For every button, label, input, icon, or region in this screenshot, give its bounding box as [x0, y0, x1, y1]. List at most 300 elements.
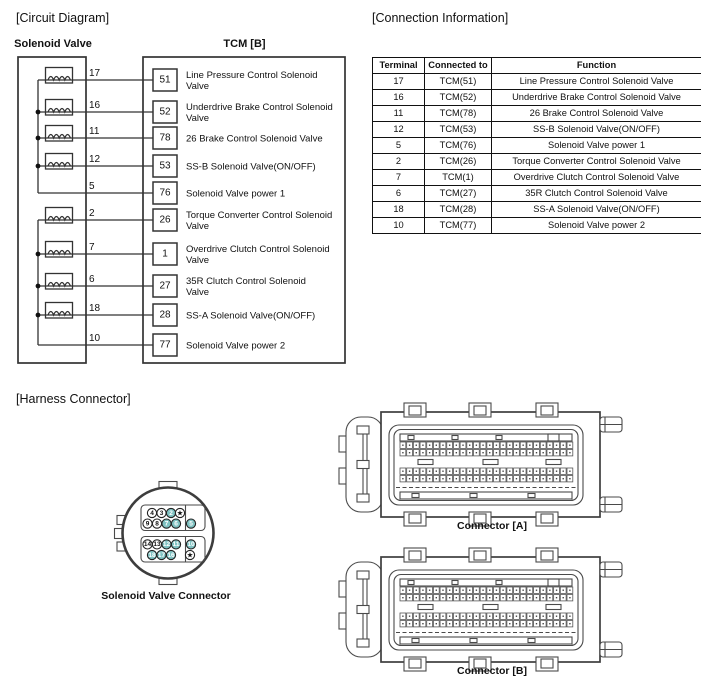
pin-dot: [549, 452, 550, 453]
pin-dot: [549, 590, 550, 591]
pin-dot: [536, 471, 537, 472]
tcm-pin-number: 77: [159, 339, 171, 351]
pin-dot: [436, 445, 437, 446]
pin-dot: [529, 590, 530, 591]
pin-dot: [516, 445, 517, 446]
pin-dot: [456, 623, 457, 624]
pin-dot: [456, 471, 457, 472]
terminal-number: 18: [89, 303, 101, 314]
pin-dot: [542, 616, 543, 617]
pin-dot: [556, 478, 557, 479]
pin-dot: [462, 478, 463, 479]
pin-dot: [529, 597, 530, 598]
pin-dot: [549, 597, 550, 598]
pin-dot: [509, 597, 510, 598]
pin-dot: [522, 623, 523, 624]
pin-dot: [429, 471, 430, 472]
pin-dot: [402, 452, 403, 453]
tcm-pin-number: 76: [159, 187, 171, 199]
table-header: [373, 58, 701, 74]
pin-dot: [422, 623, 423, 624]
function-label-line1: Overdrive Clutch Control Solenoid: [186, 244, 330, 255]
pin-dot: [556, 616, 557, 617]
pin-dot: [442, 597, 443, 598]
tcm-pin-number: 53: [159, 160, 171, 172]
pin-dot: [476, 445, 477, 446]
terminal-cell: 16: [373, 90, 425, 106]
pin-number: 12: [162, 541, 171, 549]
pin-dot: [436, 590, 437, 591]
function-label-line2: Valve: [186, 221, 210, 232]
pin-dot: [429, 623, 430, 624]
function-cell: SS-B Solenoid Valve(ON/OFF): [492, 122, 701, 138]
pin-dot: [496, 471, 497, 472]
pin-dot: [462, 623, 463, 624]
pin-dot: [542, 452, 543, 453]
pin-number: 13: [153, 541, 161, 549]
circuit-row-12: [36, 154, 316, 178]
terminal-cell: 12: [373, 122, 425, 138]
pin-dot: [489, 597, 490, 598]
pin-dot: [402, 623, 403, 624]
function-cell: Solenoid Valve power 1: [492, 138, 701, 154]
connected-to-cell: TCM(76): [425, 138, 492, 154]
pin-dot: [563, 616, 564, 617]
pin-dot: [529, 616, 530, 617]
pin-dot: [476, 597, 477, 598]
pin-dot: [509, 445, 510, 446]
pin-dot: [456, 445, 457, 446]
pin-dot: [469, 597, 470, 598]
pin-dot: [409, 616, 410, 617]
pin-dot: [529, 623, 530, 624]
function-label: Solenoid Valve power 1: [186, 188, 286, 200]
pin-dot: [416, 590, 417, 591]
terminal-cell: 17: [373, 74, 425, 90]
circuit-diagram-drawing: [18, 57, 345, 363]
pin-dot: [462, 452, 463, 453]
cap-latch: [357, 571, 369, 579]
connected-to-cell: TCM(26): [425, 154, 492, 170]
pin-dot: [422, 590, 423, 591]
function-label-line2: Valve: [186, 113, 210, 124]
pin-dot: [456, 590, 457, 591]
connector-b-label: Connector [B]: [457, 665, 527, 677]
pin-dot: [496, 478, 497, 479]
pin-dot: [522, 590, 523, 591]
pin-dot: [442, 623, 443, 624]
pin-dot: [482, 597, 483, 598]
pin-dot: [442, 616, 443, 617]
pin-dot: [402, 445, 403, 446]
pin-dot: [476, 452, 477, 453]
pin-number: 14: [143, 541, 152, 549]
column-header-connected-to: Connected to: [425, 58, 492, 74]
terminal-cell: 2: [373, 154, 425, 170]
pin-dot: [416, 471, 417, 472]
pin-dot: [402, 597, 403, 598]
tcm-pin-number: 78: [159, 132, 171, 144]
connected-to-cell: TCM(53): [425, 122, 492, 138]
table-row: [373, 154, 701, 170]
pin-dot: [569, 597, 570, 598]
pin-dot: [416, 616, 417, 617]
circuit-row-2: [38, 208, 332, 233]
pin-dot: [509, 452, 510, 453]
pin-dot: [462, 445, 463, 446]
function-cell: 35R Clutch Control Solenoid Valve: [492, 186, 701, 202]
pin-dot: [569, 616, 570, 617]
pin-dot: [429, 597, 430, 598]
pin-dot: [536, 452, 537, 453]
function-label-line2: Valve: [186, 255, 210, 266]
pin-number: 11: [172, 541, 180, 549]
terminal-number: 16: [89, 100, 101, 111]
pin-dot: [436, 471, 437, 472]
pin-dot: [409, 478, 410, 479]
pin-dot: [482, 623, 483, 624]
pin-dot: [516, 478, 517, 479]
pin-dot: [502, 616, 503, 617]
pin-dot: [529, 478, 530, 479]
pin-dot: [489, 623, 490, 624]
pin-dot: [416, 452, 417, 453]
pin-dot: [482, 452, 483, 453]
pin-dot: [436, 452, 437, 453]
terminal-number: 11: [89, 126, 100, 137]
pin-dot: [489, 471, 490, 472]
pin-dot: [402, 616, 403, 617]
pin-dot: [536, 623, 537, 624]
pin-dot: [489, 445, 490, 446]
pin-dot: [549, 616, 550, 617]
pin-dot: [542, 478, 543, 479]
pin-dot: [429, 616, 430, 617]
pin-dot: [476, 471, 477, 472]
pin-dot: [516, 597, 517, 598]
pin-dot: [476, 590, 477, 591]
pin-dot: [509, 478, 510, 479]
connector-a-drawing: [339, 403, 622, 526]
pin-dot: [496, 616, 497, 617]
pin-dot: [456, 597, 457, 598]
pin-dot: [409, 590, 410, 591]
function-label-line1: 35R Clutch Control Solenoid: [186, 276, 306, 287]
function-label-line1: Line Pressure Control Solenoid: [186, 70, 318, 81]
cap-latch: [357, 494, 369, 502]
pin-dot: [502, 452, 503, 453]
pin-dot: [522, 478, 523, 479]
pin-dot: [509, 590, 510, 591]
circuit-row-6: [36, 274, 306, 299]
pin-dot: [516, 590, 517, 591]
pin-number: 16: [167, 551, 175, 559]
pin-dot: [509, 616, 510, 617]
tcm-pin-number: 51: [159, 74, 171, 86]
pin-dot: [469, 452, 470, 453]
pin-dot: [469, 623, 470, 624]
star-icon: ★: [186, 550, 194, 560]
connected-to-cell: TCM(27): [425, 186, 492, 202]
pin-dot: [422, 452, 423, 453]
function-label: 26 Brake Control Solenoid Valve: [186, 133, 323, 145]
pin-dot: [436, 616, 437, 617]
pin-dot: [569, 623, 570, 624]
tcm-pin-number: 52: [159, 106, 171, 118]
pin-dot: [449, 452, 450, 453]
pin-number: 6: [174, 520, 178, 528]
pin-dot: [496, 452, 497, 453]
pin-dot: [556, 590, 557, 591]
connector-body-circle: [123, 488, 214, 579]
table-row: [373, 122, 701, 138]
table-header-row: [373, 58, 701, 74]
pin-dot: [502, 590, 503, 591]
pin-number: 3: [159, 509, 164, 517]
pin-dot: [402, 590, 403, 591]
pin-dot: [449, 616, 450, 617]
pin-dot: [522, 452, 523, 453]
connection-information-title: [Connection Information]: [372, 11, 509, 25]
pin-number: 10: [187, 541, 195, 549]
pin-dot: [402, 471, 403, 472]
pin-dot: [542, 590, 543, 591]
pin-dot: [509, 623, 510, 624]
pin-dot: [542, 597, 543, 598]
pin-dot: [482, 445, 483, 446]
connected-to-cell: TCM(78): [425, 106, 492, 122]
tcm-pin-number: 28: [159, 309, 171, 321]
tcm-pin-number: 26: [159, 214, 171, 226]
pin-dot: [516, 471, 517, 472]
pin-dot: [502, 445, 503, 446]
pin-dot: [416, 623, 417, 624]
pin-dot: [409, 452, 410, 453]
pin-dot: [563, 590, 564, 591]
cap-latch: [357, 426, 369, 434]
pin-dot: [556, 471, 557, 472]
pin-dot: [542, 445, 543, 446]
pin-dot: [442, 445, 443, 446]
pin-dot: [563, 471, 564, 472]
star-icon: ★: [176, 508, 184, 518]
junction-dot: [36, 110, 41, 115]
pin-number: 4: [150, 509, 154, 517]
connected-to-cell: TCM(77): [425, 218, 492, 234]
function-label-line2: Valve: [186, 81, 210, 92]
pin-dot: [496, 597, 497, 598]
circuit-row-18: [36, 303, 316, 327]
pin-dot: [436, 623, 437, 624]
connection-information-table-wrap: [372, 57, 701, 234]
pin-dot: [409, 597, 410, 598]
pin-dot: [442, 452, 443, 453]
connected-to-cell: TCM(28): [425, 202, 492, 218]
pin-dot: [549, 471, 550, 472]
solenoid-valve-box: [18, 57, 86, 363]
junction-dot: [36, 284, 41, 289]
connector-a-label: Connector [A]: [457, 520, 527, 532]
pin-dot: [529, 445, 530, 446]
table-row: [373, 202, 701, 218]
connected-to-cell: TCM(51): [425, 74, 492, 90]
cap-latch: [357, 606, 369, 614]
pin-dot: [469, 616, 470, 617]
terminal-number: 17: [89, 68, 101, 79]
function-label: SS-A Solenoid Valve(ON/OFF): [186, 310, 316, 322]
pin-dot: [556, 597, 557, 598]
pin-dot: [442, 471, 443, 472]
pin-dot: [516, 452, 517, 453]
function-label: SS-B Solenoid Valve(ON/OFF): [186, 161, 316, 173]
pin-dot: [462, 616, 463, 617]
terminal-cell: 5: [373, 138, 425, 154]
pin-dot: [569, 478, 570, 479]
connected-to-cell: TCM(52): [425, 90, 492, 106]
terminal-number: 2: [89, 208, 95, 219]
pin-dot: [563, 445, 564, 446]
table-row: [373, 186, 701, 202]
connector-b-drawing: [339, 548, 622, 671]
pin-dot: [563, 452, 564, 453]
pin-dot: [556, 623, 557, 624]
tcm-pin-number: 1: [162, 248, 168, 260]
pin-dot: [442, 478, 443, 479]
pin-dot: [522, 597, 523, 598]
pin-dot: [489, 616, 490, 617]
pin-dot: [449, 445, 450, 446]
pin-dot: [462, 597, 463, 598]
pin-dot: [502, 597, 503, 598]
function-label: Solenoid Valve power 2: [186, 340, 286, 352]
function-cell: Line Pressure Control Solenoid Valve: [492, 74, 701, 90]
pin-dot: [422, 597, 423, 598]
pin-dot: [476, 616, 477, 617]
column-header-terminal: Terminal: [373, 58, 425, 74]
pin-dot: [476, 478, 477, 479]
connected-to-cell: TCM(1): [425, 170, 492, 186]
cap-latch: [357, 639, 369, 647]
pin-dot: [402, 478, 403, 479]
junction-dot: [36, 252, 41, 257]
pin-dot: [489, 452, 490, 453]
pin-dot: [496, 623, 497, 624]
connection-information-table: [372, 57, 701, 234]
pin-dot: [549, 478, 550, 479]
pin-dot: [516, 623, 517, 624]
pin-dot: [422, 616, 423, 617]
circuit-row-11: [36, 126, 323, 150]
circuit-row-7: [36, 242, 330, 267]
pin-dot: [563, 623, 564, 624]
pin-dot: [489, 478, 490, 479]
terminal-cell: 6: [373, 186, 425, 202]
junction-dot: [36, 136, 41, 141]
circuit-row-5: [38, 181, 285, 204]
cap-latch: [357, 461, 369, 469]
pin-dot: [436, 597, 437, 598]
pin-dot: [462, 590, 463, 591]
terminal-number: 12: [89, 154, 101, 165]
pin-dot: [542, 623, 543, 624]
pin-dot: [409, 445, 410, 446]
pin-number: 17: [157, 551, 166, 559]
table-row: [373, 74, 701, 90]
circuit-row-10: [38, 333, 285, 356]
pin-dot: [449, 597, 450, 598]
pin-number: 7: [164, 520, 169, 528]
table-body: [373, 74, 701, 234]
pin-dot: [409, 471, 410, 472]
pin-dot: [522, 616, 523, 617]
table-row: [373, 170, 701, 186]
pin-number: 18: [148, 551, 156, 559]
pin-number: 5: [189, 520, 193, 528]
pin-number: 8: [155, 520, 159, 528]
pin-dot: [556, 452, 557, 453]
terminal-cell: 18: [373, 202, 425, 218]
function-label-line2: Valve: [186, 287, 210, 298]
function-cell: Solenoid Valve power 2: [492, 218, 701, 234]
pin-dot: [429, 445, 430, 446]
solenoid-valve-connector-drawing: [115, 482, 214, 585]
pin-dot: [489, 590, 490, 591]
pin-dot: [482, 478, 483, 479]
pin-dot: [422, 445, 423, 446]
pin-dot: [522, 471, 523, 472]
pin-dot: [449, 471, 450, 472]
pin-dot: [456, 478, 457, 479]
pin-dot: [456, 616, 457, 617]
terminal-number: 7: [89, 242, 95, 253]
function-cell: Overdrive Clutch Control Solenoid Valve: [492, 170, 701, 186]
pin-dot: [482, 616, 483, 617]
tcm-pin-number: 27: [159, 280, 171, 292]
solenoid-valve-connector-label: Solenoid Valve Connector: [101, 590, 231, 602]
pin-dot: [509, 471, 510, 472]
circuit-row-17: [38, 68, 318, 93]
circuit-row-16: [36, 100, 333, 125]
pin-dot: [502, 471, 503, 472]
pin-dot: [462, 471, 463, 472]
pin-dot: [549, 445, 550, 446]
pin-dot: [469, 590, 470, 591]
pin-dot: [482, 590, 483, 591]
pin-dot: [429, 452, 430, 453]
function-label-line1: Underdrive Brake Control Solenoid: [186, 102, 333, 113]
function-cell: 26 Brake Control Solenoid Valve: [492, 106, 701, 122]
circuit-diagram-title: [Circuit Diagram]: [16, 11, 110, 25]
pin-number: 9: [145, 520, 150, 528]
pin-dot: [449, 623, 450, 624]
pin-dot: [476, 623, 477, 624]
pin-dot: [502, 623, 503, 624]
pin-dot: [563, 597, 564, 598]
pin-dot: [563, 478, 564, 479]
column-header-function: Function: [492, 58, 701, 74]
pin-dot: [469, 478, 470, 479]
junction-dot: [36, 164, 41, 169]
table-row: [373, 218, 701, 234]
pin-dot: [556, 445, 557, 446]
tcm-b-box-label: TCM [B]: [223, 38, 266, 50]
pin-dot: [536, 590, 537, 591]
table-row: [373, 90, 701, 106]
pin-dot: [416, 597, 417, 598]
terminal-number: 10: [89, 333, 101, 344]
pin-dot: [522, 445, 523, 446]
pin-dot: [516, 616, 517, 617]
